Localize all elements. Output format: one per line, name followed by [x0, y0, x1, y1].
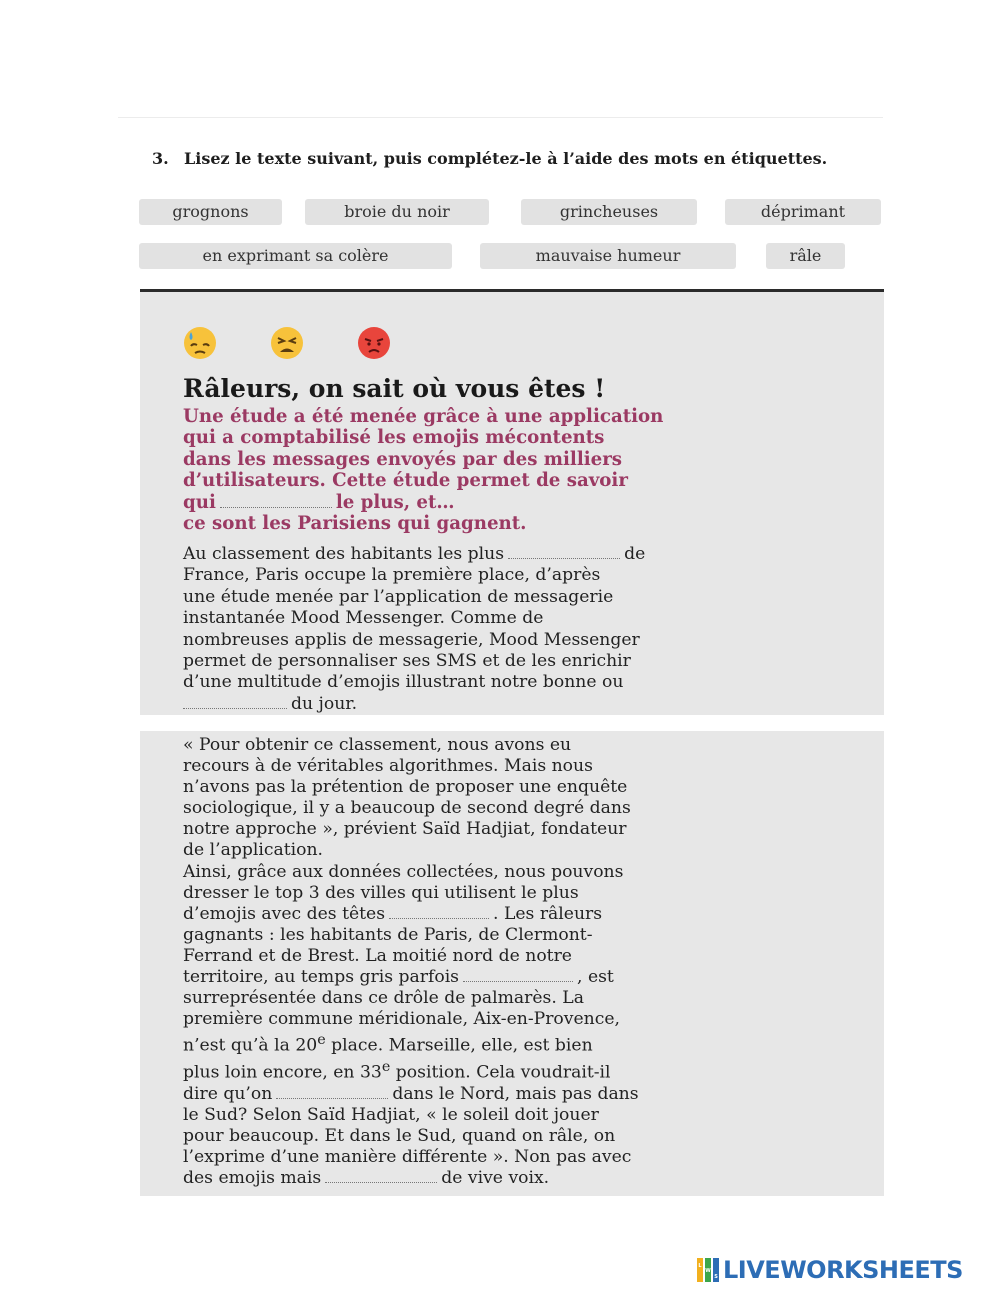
word-tag-deprimant[interactable]: déprimant: [725, 199, 881, 225]
text-line: recours à de véritables algorithmes. Mais nous: [183, 756, 593, 777]
chapeau-line: dans les messages envoyés par des milliers: [183, 448, 623, 470]
text-line: l’exprime d’une manière différente ». Non pas avec: [183, 1147, 632, 1168]
svg-text:S: S: [714, 1274, 718, 1280]
text-line: pour beaucoup. Et dans le Sud, quand on râle, on: [183, 1126, 616, 1147]
text: , est: [577, 967, 614, 988]
chapeau-text: qui: [183, 491, 216, 513]
text: Au classement des habitants les plus: [183, 544, 505, 564]
text: . Les râleurs: [493, 903, 603, 924]
weary-face-icon: [270, 326, 304, 360]
text: de vive voix.: [441, 1168, 550, 1189]
text-line: dresser le top 3 des villes qui utilisent le plus: [183, 882, 579, 903]
blank-3[interactable]: [183, 694, 287, 709]
text: du jour.: [291, 693, 358, 714]
text-line: [183, 967, 863, 988]
word-tag-broie-du-noir[interactable]: broie du noir: [305, 199, 489, 225]
text-line: une étude menée par l’application de messagerie: [183, 586, 614, 607]
word-tag-rale[interactable]: râle: [766, 243, 845, 269]
blank-1[interactable]: [220, 493, 332, 508]
chapeau-line: d’utilisateurs. Cette étude permet de savoir: [183, 470, 628, 492]
text-line: de l’application.: [183, 840, 324, 861]
text-line: permet de personnaliser ses SMS et de les enrichir: [183, 651, 631, 672]
word-tag-mauvaise-humeur[interactable]: mauvaise humeur: [480, 243, 736, 269]
chapeau-line: qui a comptabilisé les emojis mécontents: [183, 427, 605, 449]
blank-6[interactable]: [276, 1084, 388, 1099]
text: territoire, au temps gris parfois: [183, 967, 460, 988]
text-line: [183, 694, 863, 715]
text-line: n’avons pas la prétention de proposer une enquête: [183, 777, 628, 798]
text-line: instantanée Mood Messenger. Comme de: [183, 608, 544, 629]
text-line: gagnants : les habitants de Paris, de Clermont-: [183, 924, 593, 945]
text: plus loin encore, en 33: [183, 1062, 382, 1083]
article-paragraph-2: [183, 735, 863, 1189]
text-line: le Sud? Selon Saïd Hadjiat, « le soleil doit jouer: [183, 1105, 599, 1126]
angry-face-icon: [357, 326, 391, 360]
text-line: [183, 1030, 863, 1057]
chapeau-line: ce sont les Parisiens qui gagnent.: [183, 513, 527, 535]
text-line: première commune méridionale, Aix-en-Provence,: [183, 1009, 620, 1030]
liveworksheets-logo-icon: [697, 1258, 719, 1282]
instruction-text: Lisez le texte suivant, puis complétez-le à l’aide des mots en étiquettes.: [184, 149, 828, 168]
text-line: surreprésentée dans ce drôle de palmarès. La: [183, 988, 584, 1009]
text-line: [183, 1057, 863, 1084]
superscript: e: [317, 1032, 326, 1049]
brand-name: LIVEWORKSHEETS: [723, 1256, 963, 1284]
text-line: [183, 1084, 863, 1105]
top-divider: [118, 117, 883, 118]
article-paragraph-1: [183, 544, 863, 715]
text-line: notre approche », prévient Saïd Hadjiat, fondateur: [183, 819, 627, 840]
chapeau-text: le plus, et…: [335, 491, 455, 513]
text-line: France, Paris occupe la première place, d’après: [183, 565, 601, 586]
svg-text:L: L: [698, 1263, 702, 1269]
text: dans le Nord, mais pas dans: [392, 1083, 639, 1104]
text: place. Marseille, elle, est bien: [325, 1036, 593, 1057]
text: n’est qu’à la 20: [183, 1036, 318, 1057]
text-line: sociologique, il y a beaucoup de second degré dans: [183, 798, 631, 819]
word-tag-grognons[interactable]: grognons: [139, 199, 282, 225]
article-headline: Râleurs, on sait où vous êtes !: [183, 374, 606, 403]
blank-5[interactable]: [463, 967, 573, 982]
chapeau-line: Une étude a été menée grâce à une application: [183, 406, 664, 427]
sad-sweat-face-icon: [183, 326, 217, 360]
article-chapeau: [183, 406, 863, 534]
text-line: « Pour obtenir ce classement, nous avons eu: [183, 735, 572, 755]
blank-4[interactable]: [389, 904, 489, 919]
text-line: Ferrand et de Brest. La moitié nord de notre: [183, 945, 572, 966]
text-line: [183, 1168, 863, 1189]
text: des emojis mais: [183, 1168, 322, 1189]
text: dire qu’on: [183, 1083, 273, 1104]
word-tag-en-exprimant-sa-colere[interactable]: en exprimant sa colère: [139, 243, 452, 269]
blank-2[interactable]: [508, 544, 620, 559]
text-line: d’une multitude d’emojis illustrant notre bonne ou: [183, 672, 624, 693]
text: d’emojis avec des têtes: [183, 903, 386, 924]
text-line: Ainsi, grâce aux données collectées, nous pouvons: [183, 861, 624, 882]
text: de: [624, 544, 646, 564]
text-line: [183, 544, 863, 565]
chapeau-line: [183, 492, 863, 513]
blank-7[interactable]: [325, 1168, 437, 1183]
text-line: [183, 904, 863, 925]
svg-text:W: W: [705, 1268, 711, 1274]
text-line: nombreuses applis de messagerie, Mood Messenger: [183, 629, 640, 650]
superscript: e: [381, 1059, 391, 1076]
exercise-number: 3.: [152, 149, 169, 168]
word-tag-grincheuses[interactable]: grincheuses: [521, 199, 697, 225]
text: position. Cela voudrait-il: [390, 1062, 611, 1083]
